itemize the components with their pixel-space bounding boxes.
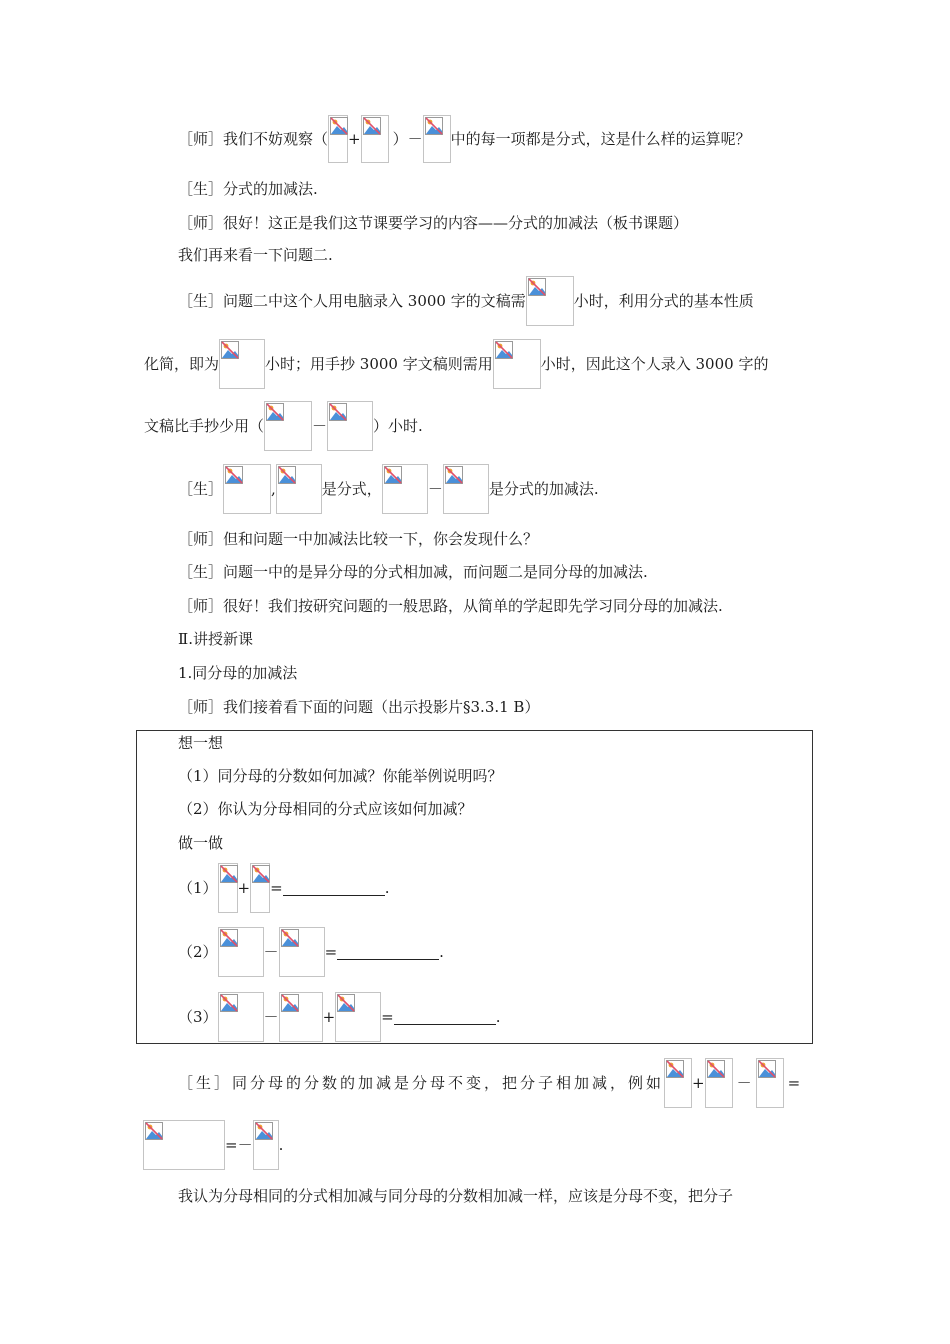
text: 小时，利用分式的基本性质 [573,292,754,310]
text: ［师］但和问题一中加减法比较一下，你会发现什么？ [178,530,539,548]
text: － [312,417,328,435]
broken-image-icon [327,401,373,451]
text: + [322,1008,336,1026]
broken-image-icon [382,464,428,514]
broken-image-icon [250,863,270,913]
text: ［生］问题一中的是异分母的分式相加减，而问题二是同分母的加减法. [178,563,648,581]
paragraph-line [178,1058,800,1108]
text: =－ [225,1136,253,1154]
answer-blank[interactable] [394,1010,496,1025]
paragraph-line [178,528,538,549]
answer-blank[interactable] [283,881,385,896]
broken-image-icon [756,1058,784,1108]
broken-image-icon [526,276,574,326]
text: + [348,130,361,148]
box-title-think [178,732,223,753]
broken-image-icon [264,401,312,451]
text: 文稿比手抄少用（ [144,417,265,435]
text: 我认为分母相同的分式相加减与同分母的分数相加减一样，应该是分母不变，把分子 [178,1187,734,1205]
text: （1） [178,879,218,897]
paragraph-line [178,178,318,199]
text: . [278,1136,284,1154]
exercise-row [178,992,501,1042]
text: ［生］问题二中这个人用电脑录入 3000 字的文稿需 [178,292,526,310]
text: = [270,879,283,897]
text: 中的每一项都是分式，这是什么样的运算呢？ [450,130,751,148]
paragraph-line [144,339,768,389]
text: 化简，即为 [144,355,220,373]
broken-image-icon [218,992,264,1042]
text: 小时，因此这个人录入 3000 字的 [540,355,769,373]
box-question [178,798,473,819]
text: . [384,879,390,897]
subsection-heading [178,662,297,683]
text: + [237,879,251,897]
broken-image-icon [276,464,322,514]
text: = [381,1008,394,1026]
text: 是分式的加减法. [488,480,599,498]
text: － [736,1074,752,1092]
text: （1）同分母的分数如何加减？你能举例说明吗？ [178,767,503,785]
text: （3） [178,1008,218,1026]
paragraph-line [178,276,754,326]
broken-image-icon [279,992,323,1042]
box-title-do [178,832,223,853]
text: ［生］ [178,480,224,498]
text: 1.同分母的加减法 [178,664,298,682]
text: . [495,1008,501,1026]
text: － [263,943,279,961]
text: , [271,480,276,498]
text: 做一做 [178,834,224,852]
paragraph-line [178,212,688,233]
text: = [324,943,338,961]
paragraph-line [178,115,751,163]
text: ［师］很好！我们按研究问题的一般思路，从简单的学起即先学习同分母的加减法. [178,597,723,615]
broken-image-icon [219,339,265,389]
exercise-row [178,863,389,913]
text: ［师］很好！这正是我们这节课要学习的内容——分式的加减法（板书课题） [178,214,689,232]
text: ）－ [392,130,423,148]
text: + [692,1074,705,1092]
paragraph-line [178,595,723,616]
broken-image-icon [423,115,451,163]
paragraph-line [143,1120,283,1170]
text: 小时；用手抄 3000 字文稿则需用 [265,355,493,373]
paragraph-line [178,464,599,514]
text: Ⅱ.讲授新课 [178,630,253,648]
text: － [263,1008,279,1026]
text: ［生］分式的加减法. [178,180,318,198]
paragraph-line [178,244,333,265]
text: ［师］我们接着看下面的问题（出示投影片§3.3.1 B） [178,698,540,716]
section-heading [178,628,253,649]
broken-image-icon [223,464,271,514]
broken-image-icon [328,115,348,163]
text: 想一想 [178,734,224,752]
exercise-row [178,927,444,977]
broken-image-icon [335,992,381,1042]
paragraph-line [178,696,539,717]
paragraph-line [178,1185,733,1206]
broken-image-icon [443,464,489,514]
broken-image-icon [253,1120,279,1170]
text: ［师］我们不妨观察（ [178,130,329,148]
text: 我们再来看一下问题二. [178,246,333,264]
broken-image-icon [218,863,238,913]
box-question [178,765,503,786]
text: （2）你认为分母相同的分式应该如何加减？ [178,800,473,818]
paragraph-line [144,401,423,451]
text: ）小时. [373,417,423,435]
paragraph-line [178,561,648,582]
text: 是分式， [321,480,382,498]
text: = [787,1074,801,1092]
broken-image-icon [664,1058,692,1108]
text: － [427,480,443,498]
broken-image-icon [705,1058,733,1108]
text: . [439,943,444,961]
broken-image-icon [143,1120,225,1170]
answer-blank[interactable] [337,945,439,960]
broken-image-icon [361,115,389,163]
broken-image-icon [279,927,325,977]
text: （2） [178,943,218,961]
broken-image-icon [493,339,541,389]
broken-image-icon [218,927,264,977]
text: ［生］同分母的分数的加减是分母不变，把分子相加减，例如 [178,1074,665,1092]
